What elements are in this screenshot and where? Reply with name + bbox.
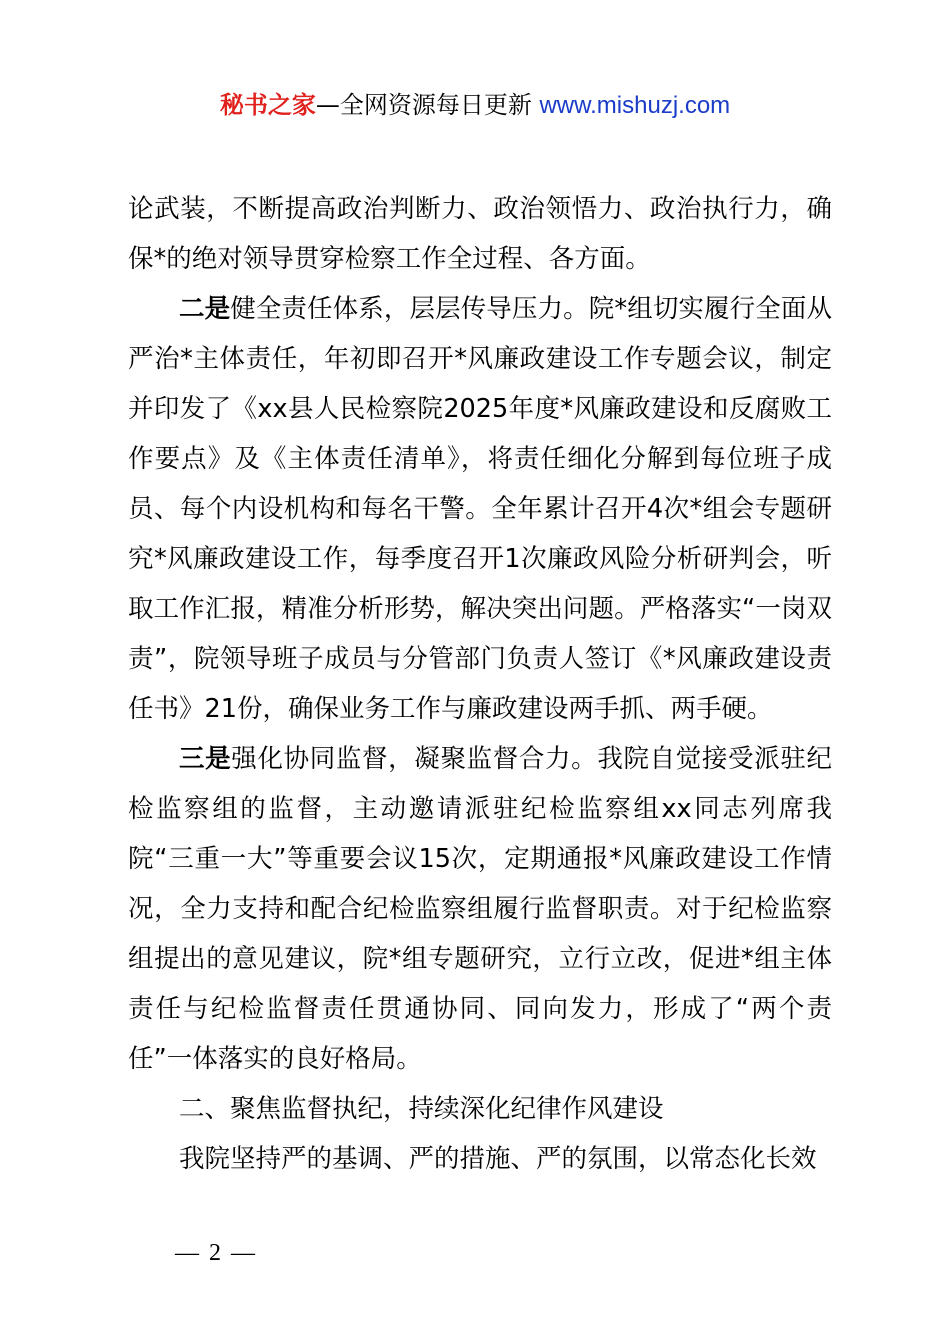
document-body — [128, 184, 832, 1184]
paragraph-section-intro: 我院坚持严的基调、严的措施、严的氛围，以常态化长效 — [179, 1144, 817, 1174]
brand-name: 秘书之家 — [219, 91, 316, 119]
section-heading: 二、聚焦监督执纪，持续深化纪律作风建设 — [179, 1094, 664, 1124]
point-two-lead: 二是 — [179, 294, 231, 324]
paragraph-point-three — [128, 734, 832, 1084]
page-number: — 2 — — [175, 1240, 257, 1266]
paragraph-continued: 论武装，不断提高政治判断力、政治领悟力、政治执行力，确保*的绝对领导贯穿检察工作全过程、各方面。 — [128, 194, 832, 274]
point-three-body: 强化协同监督，凝聚监督合力。我院自觉接受派驻纪检监察组的监督，主动邀请派驻纪检监察组xx同志列席我院“三重一大”等重要会议15次，定期通报*风廉政建设工作情况，全力支持和配合纪检监察组履行监督职责。对于纪检监察组提出的意见建议，院*组专题研究，立行立改，促进*组主体责任与纪检监督责任贯通协同、同向发力，形成了“两个责任”一体落实的良好格局。 — [128, 744, 832, 1074]
point-two-body: 健全责任体系，层层传导压力。院*组切实履行全面从严治*主体责任，年初即召开*风廉政建设工作专题会议，制定并印发了《xx县人民检察院2025年度*风廉政建设和反腐败工作要点》及《主体责任清单》，将责任细化分解到每位班子成员、每个内设机构和每名干警。全年累计召开4次*组会专题研究*风廉政建设工作，每季度召开1次廉政风险分析研判会，听取工作汇报，精准分析形势，解决突出问题。严格落实“一岗双责”，院领导班子成员与分管部门负责人签订《*风廉政建设责任书》21份，确保业务工作与廉政建设两手抓、两手硬。 — [128, 294, 832, 724]
page-header — [0, 88, 950, 123]
point-three-lead: 三是 — [179, 744, 232, 774]
paragraph-point-two — [128, 284, 832, 734]
header-tagline: —全网资源每日更新 — [315, 91, 540, 119]
site-url-link[interactable]: www.mishuzj.com — [539, 92, 731, 119]
